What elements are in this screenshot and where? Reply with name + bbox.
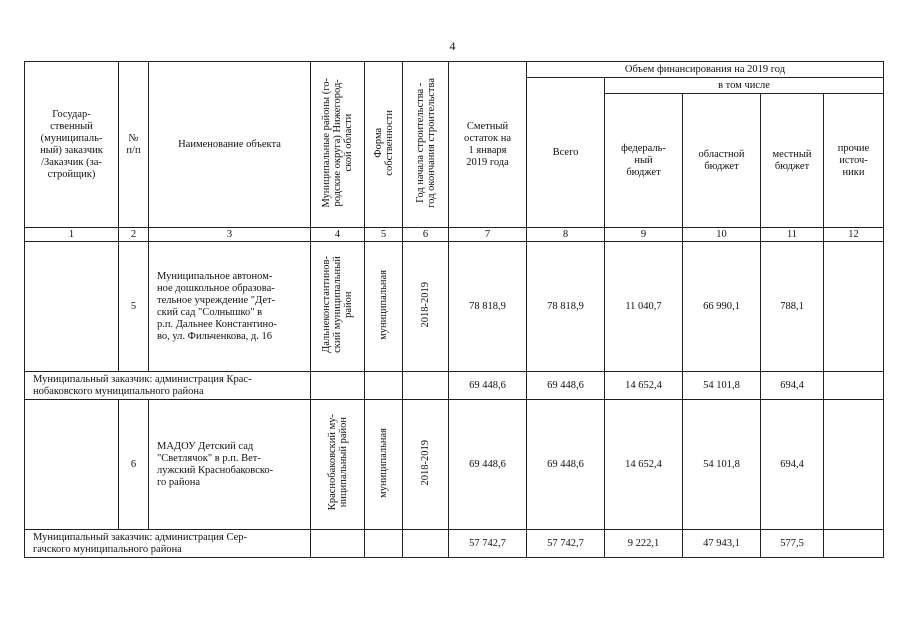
empty-cell <box>365 530 403 558</box>
district-text: Дальнеконстантинов- ский муниципальный район <box>321 256 354 353</box>
column-number: 5 <box>365 228 403 242</box>
other-value <box>824 242 884 372</box>
header-total: Всего <box>527 78 605 228</box>
header-customer: Государ- ственный (муниципаль- ный) заказчик /Заказчик (за- стройщик) <box>25 62 119 228</box>
header-regional: областной бюджет <box>683 94 761 228</box>
federal-value: 14 652,4 <box>605 400 683 530</box>
header-district <box>311 62 365 228</box>
table-row <box>25 242 884 372</box>
column-number: 9 <box>605 228 683 242</box>
header-local: местный бюджет <box>761 94 824 228</box>
header-remainder: Сметный остаток на 1 января 2019 года <box>449 62 527 228</box>
column-number: 4 <box>311 228 365 242</box>
empty-cell <box>365 372 403 400</box>
object-name: МАДОУ Детский сад "Светлячок" в р.п. Вет- лужский Краснобаковско- го района <box>149 400 311 530</box>
empty-cell <box>403 530 449 558</box>
federal-value: 9 222,1 <box>605 530 683 558</box>
row-number: 5 <box>119 242 149 372</box>
regional-value: 47 943,1 <box>683 530 761 558</box>
years-text: 2018-2019 <box>420 439 431 486</box>
header-district-text: Муниципальные районы (го- родские округа) Нижегород- ской области <box>321 77 354 208</box>
header-number: № п/п <box>119 62 149 228</box>
local-value: 694,4 <box>761 372 824 400</box>
district-text: Краснобаковский му- ниципальный район <box>326 414 349 511</box>
column-number: 11 <box>761 228 824 242</box>
customer-cell <box>25 400 119 530</box>
total-value: 57 742,7 <box>527 530 605 558</box>
federal-value: 11 040,7 <box>605 242 683 372</box>
district-cell <box>311 242 365 372</box>
column-number: 3 <box>149 228 311 242</box>
column-number: 1 <box>25 228 119 242</box>
years-text: 2018-2019 <box>420 281 431 328</box>
column-number: 7 <box>449 228 527 242</box>
header-years-text: Год начала строительства - год окончания строительства <box>414 77 437 208</box>
regional-value: 66 990,1 <box>683 242 761 372</box>
ownership-text: муниципальная <box>378 427 389 498</box>
row-number: 6 <box>119 400 149 530</box>
other-value <box>824 372 884 400</box>
district-cell <box>311 400 365 530</box>
column-numbers-row <box>25 228 884 242</box>
regional-value: 54 101,8 <box>683 372 761 400</box>
subtotal-row <box>25 372 884 400</box>
local-value: 788,1 <box>761 242 824 372</box>
remainder-value: 69 448,6 <box>449 372 527 400</box>
ownership-text: муниципальная <box>378 269 389 340</box>
header-including: в том числе <box>605 78 884 94</box>
local-value: 694,4 <box>761 400 824 530</box>
ownership-cell <box>365 242 403 372</box>
financing-table <box>24 61 884 558</box>
other-value <box>824 530 884 558</box>
years-cell <box>403 400 449 530</box>
header-ownership <box>365 62 403 228</box>
remainder-value: 57 742,7 <box>449 530 527 558</box>
page-number: 4 <box>449 39 456 53</box>
table-row <box>25 400 884 530</box>
customer-cell <box>25 242 119 372</box>
total-value: 69 448,6 <box>527 372 605 400</box>
header-federal: федераль- ный бюджет <box>605 94 683 228</box>
other-value <box>824 400 884 530</box>
total-value: 69 448,6 <box>527 400 605 530</box>
column-number: 10 <box>683 228 761 242</box>
column-number: 2 <box>119 228 149 242</box>
customer-label: Муниципальный заказчик: администрация Сер- гачского муниципального района <box>25 530 311 558</box>
header-object-name: Наименование объекта <box>149 62 311 228</box>
header-ownership-text: Форма собственности <box>372 109 395 176</box>
federal-value: 14 652,4 <box>605 372 683 400</box>
header-years <box>403 62 449 228</box>
local-value: 577,5 <box>761 530 824 558</box>
years-cell <box>403 242 449 372</box>
remainder-value: 69 448,6 <box>449 400 527 530</box>
regional-value: 54 101,8 <box>683 400 761 530</box>
column-number: 8 <box>527 228 605 242</box>
empty-cell <box>311 372 365 400</box>
total-value: 78 818,9 <box>527 242 605 372</box>
empty-cell <box>403 372 449 400</box>
column-number: 6 <box>403 228 449 242</box>
header-funding-group: Объем финансирования на 2019 год <box>527 62 884 78</box>
subtotal-row <box>25 530 884 558</box>
header-other: прочие источ- ники <box>824 94 884 228</box>
column-number: 12 <box>824 228 884 242</box>
header-row-1 <box>25 62 884 78</box>
ownership-cell <box>365 400 403 530</box>
object-name: Муниципальное автоном- ное дошкольное образова- тельное учреждение "Дет- ский сад "Солнышко" в р.п. Дальнее Константино- во, ул. Фильченкова, д. 16 <box>149 242 311 372</box>
customer-label: Муниципальный заказчик: администрация Крас- нобаковского муниципального района <box>25 372 311 400</box>
empty-cell <box>311 530 365 558</box>
remainder-value: 78 818,9 <box>449 242 527 372</box>
